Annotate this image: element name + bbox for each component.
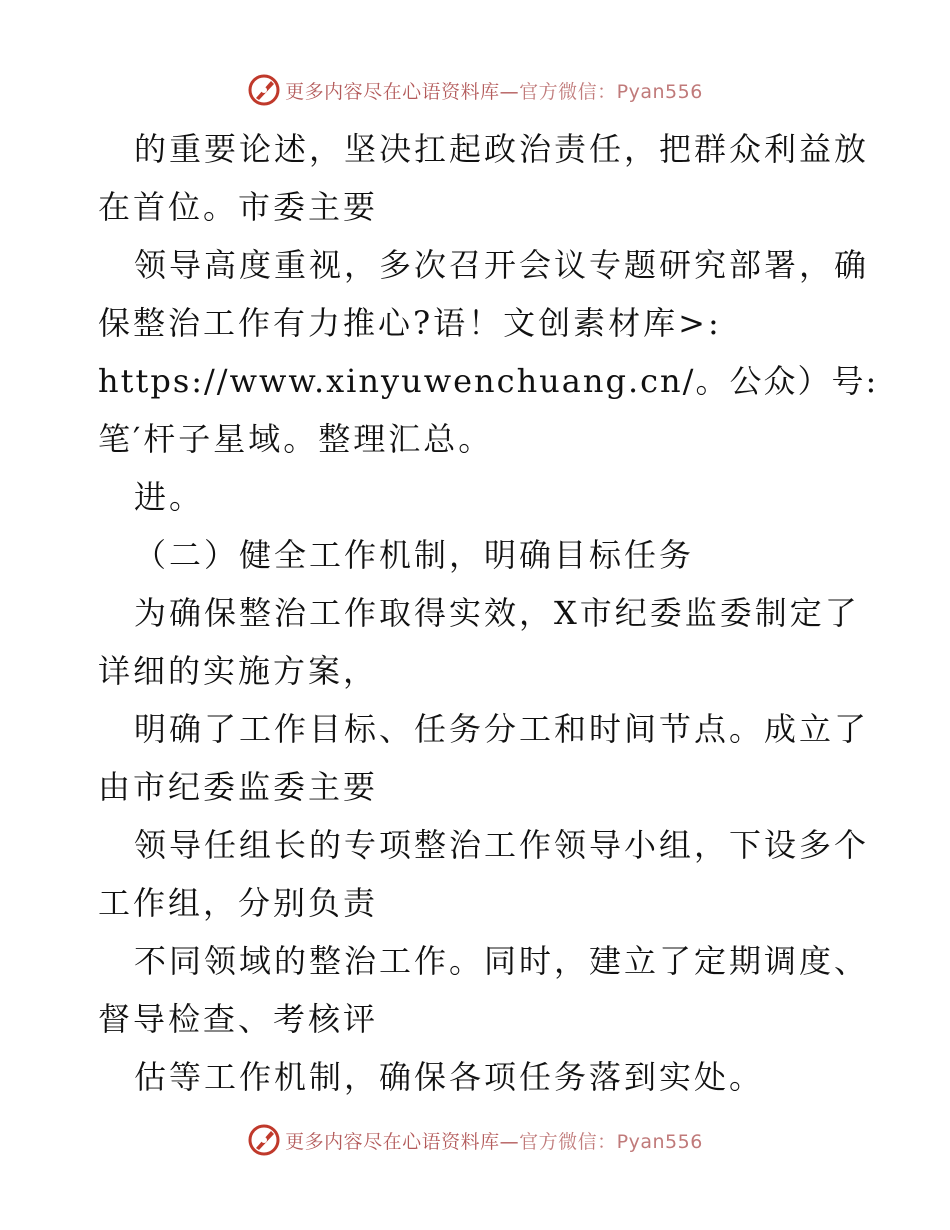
watermark-dash: — (499, 1130, 520, 1153)
watermark-main: 更多内容尽在心语资料库 (285, 80, 500, 103)
watermark-wechat: 官方微信：Pyan556 (519, 1130, 703, 1153)
footer-watermark (0, 1120, 950, 1160)
text-line: 详细的实施方案， (98, 652, 379, 690)
text-line: 督导检查、考核评 (98, 1000, 379, 1038)
text-line: 进。 (134, 478, 205, 516)
pen-logo-icon (247, 73, 281, 107)
text-line: 明确了工作目标、任务分工和时间节点。成立了 (134, 710, 870, 748)
text-line: 领导高度重视，多次召开会议专题研究部署，确 (134, 246, 870, 284)
text-line: https://www.xinyuwenchuang.cn/。公众）号: (98, 362, 879, 400)
text-line: 的重要论述，坚决扛起政治责任，把群众利益放 (134, 130, 870, 168)
document-body (98, 120, 879, 1106)
text-line: 不同领域的整治工作。同时，建立了定期调度、 (134, 942, 870, 980)
watermark-text (285, 77, 703, 104)
text-line: 领导任组长的专项整治工作领导小组，下设多个 (134, 826, 870, 864)
text-line: 在首位。市委主要 (98, 188, 379, 226)
text-line: 笔′杆子星域。整理汇总。 (98, 420, 494, 458)
section-heading: （二）健全工作机制，明确目标任务 (134, 536, 695, 574)
watermark-dash: — (499, 80, 520, 103)
text-line: 工作组，分别负责 (98, 884, 379, 922)
pen-logo-icon (247, 1123, 281, 1157)
watermark-main: 更多内容尽在心语资料库 (285, 1130, 500, 1153)
text-line: 估等工作机制，确保各项任务落到实处。 (134, 1058, 765, 1096)
watermark-wechat: 官方微信：Pyan556 (519, 80, 703, 103)
text-line: 为确保整治工作取得实效，X市纪委监委制定了 (134, 594, 860, 632)
header-watermark (0, 70, 950, 110)
text-line: 由市纪委监委主要 (98, 768, 379, 806)
watermark-text (285, 1127, 703, 1154)
text-line: 保整治工作有力推心?语！文创素材库>: (98, 304, 722, 342)
